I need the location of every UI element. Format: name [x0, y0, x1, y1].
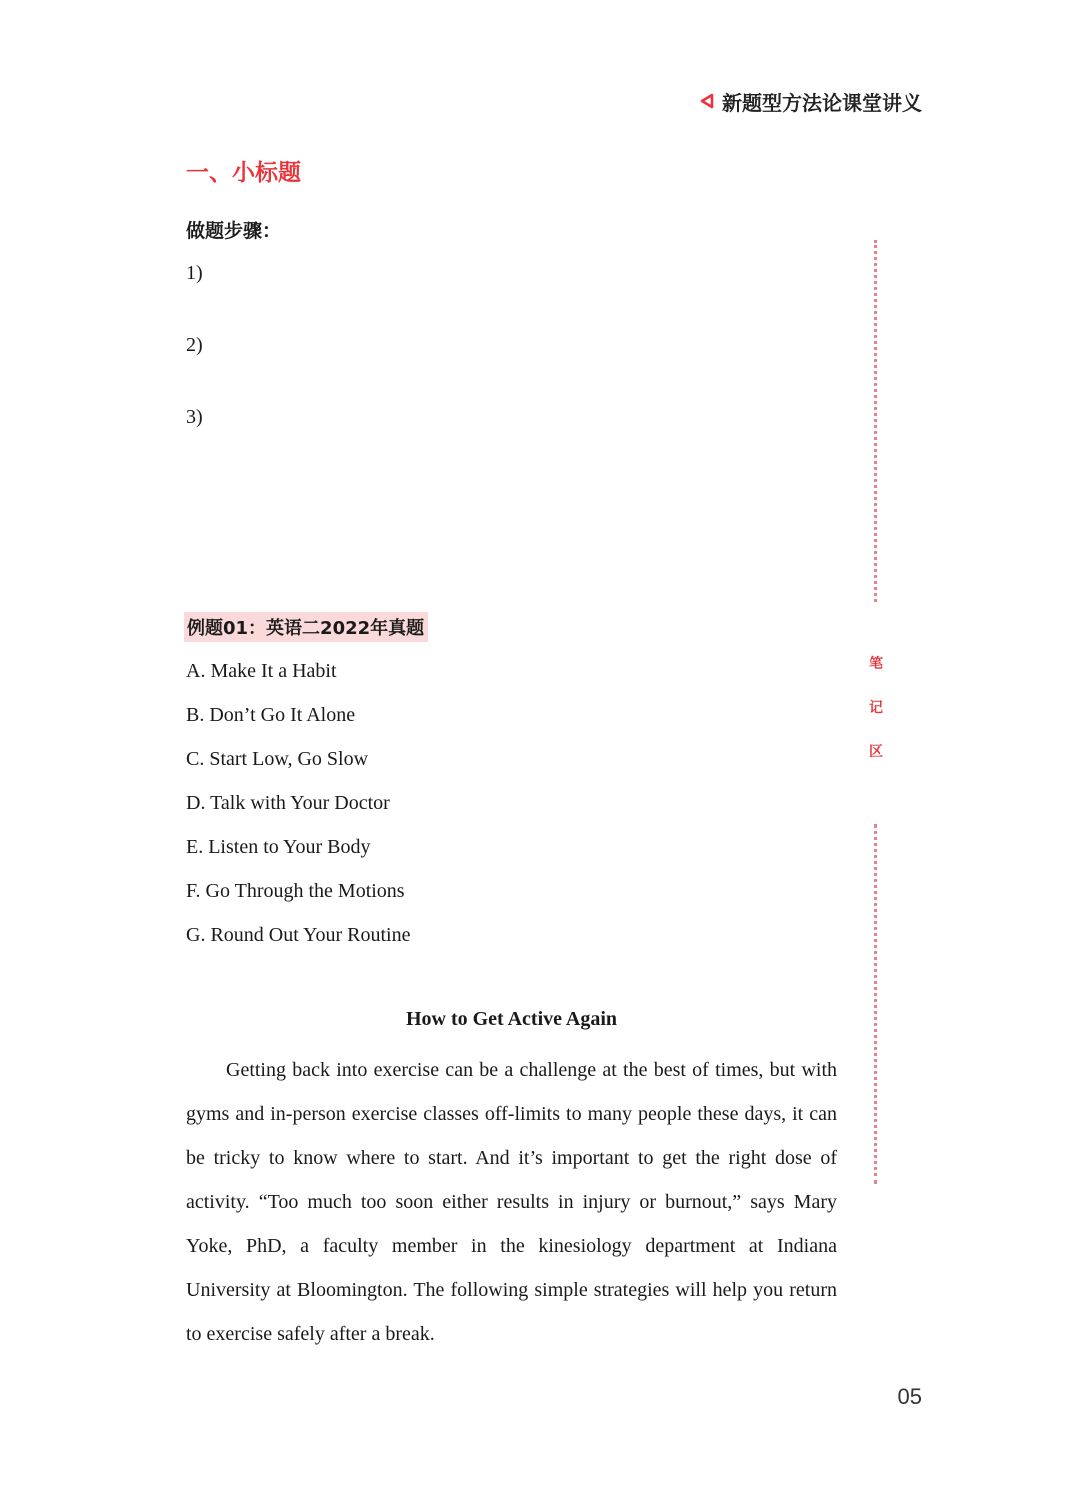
running-header — [700, 86, 922, 116]
step-1: 1) — [186, 262, 203, 284]
notes-char-2: 记 — [869, 700, 883, 716]
header-title: 新题型方法论课堂讲义 — [722, 90, 922, 115]
notes-char-1: 笔 — [869, 656, 883, 672]
example-label: 例题01：英语二2022年真题 — [184, 612, 428, 642]
notes-divider-top — [874, 240, 877, 602]
option-f: F. Go Through the Motions — [186, 880, 405, 902]
options-list — [186, 656, 410, 964]
notes-char-3: 区 — [869, 744, 883, 760]
notes-label — [866, 654, 886, 786]
notes-area — [866, 240, 886, 1190]
article-title: How to Get Active Again — [405, 1008, 618, 1030]
step-3: 3) — [186, 406, 203, 428]
steps-label: 做题步骤： — [186, 220, 282, 242]
section-title: 一、小标题 — [186, 160, 301, 186]
option-g: G. Round Out Your Routine — [186, 924, 411, 946]
option-e: E. Listen to Your Body — [186, 836, 371, 858]
triangle-left-icon — [700, 93, 714, 109]
article-body: Getting back into exercise can be a challenge at the best of times, but with gyms and in-person exercise classes off-limits to many people these days, it can be tricky to know where to start. And it’s important to get the right dose of activity. “Too much too soon either results in injury or burnout,” says Mary Yoke, PhD, a faculty member in the kinesiology department at Indiana University at Bloomington. The following simple strategies will help you return to exercise safely after a break. — [186, 1059, 837, 1345]
option-a: A. Make It a Habit — [186, 660, 337, 682]
option-c: C. Start Low, Go Slow — [186, 748, 369, 770]
option-b: B. Don’t Go It Alone — [186, 704, 356, 726]
notes-divider-bottom — [874, 824, 877, 1184]
page-number: 05 — [897, 1384, 922, 1409]
option-d: D. Talk with Your Doctor — [186, 792, 390, 814]
step-2: 2) — [186, 334, 203, 356]
